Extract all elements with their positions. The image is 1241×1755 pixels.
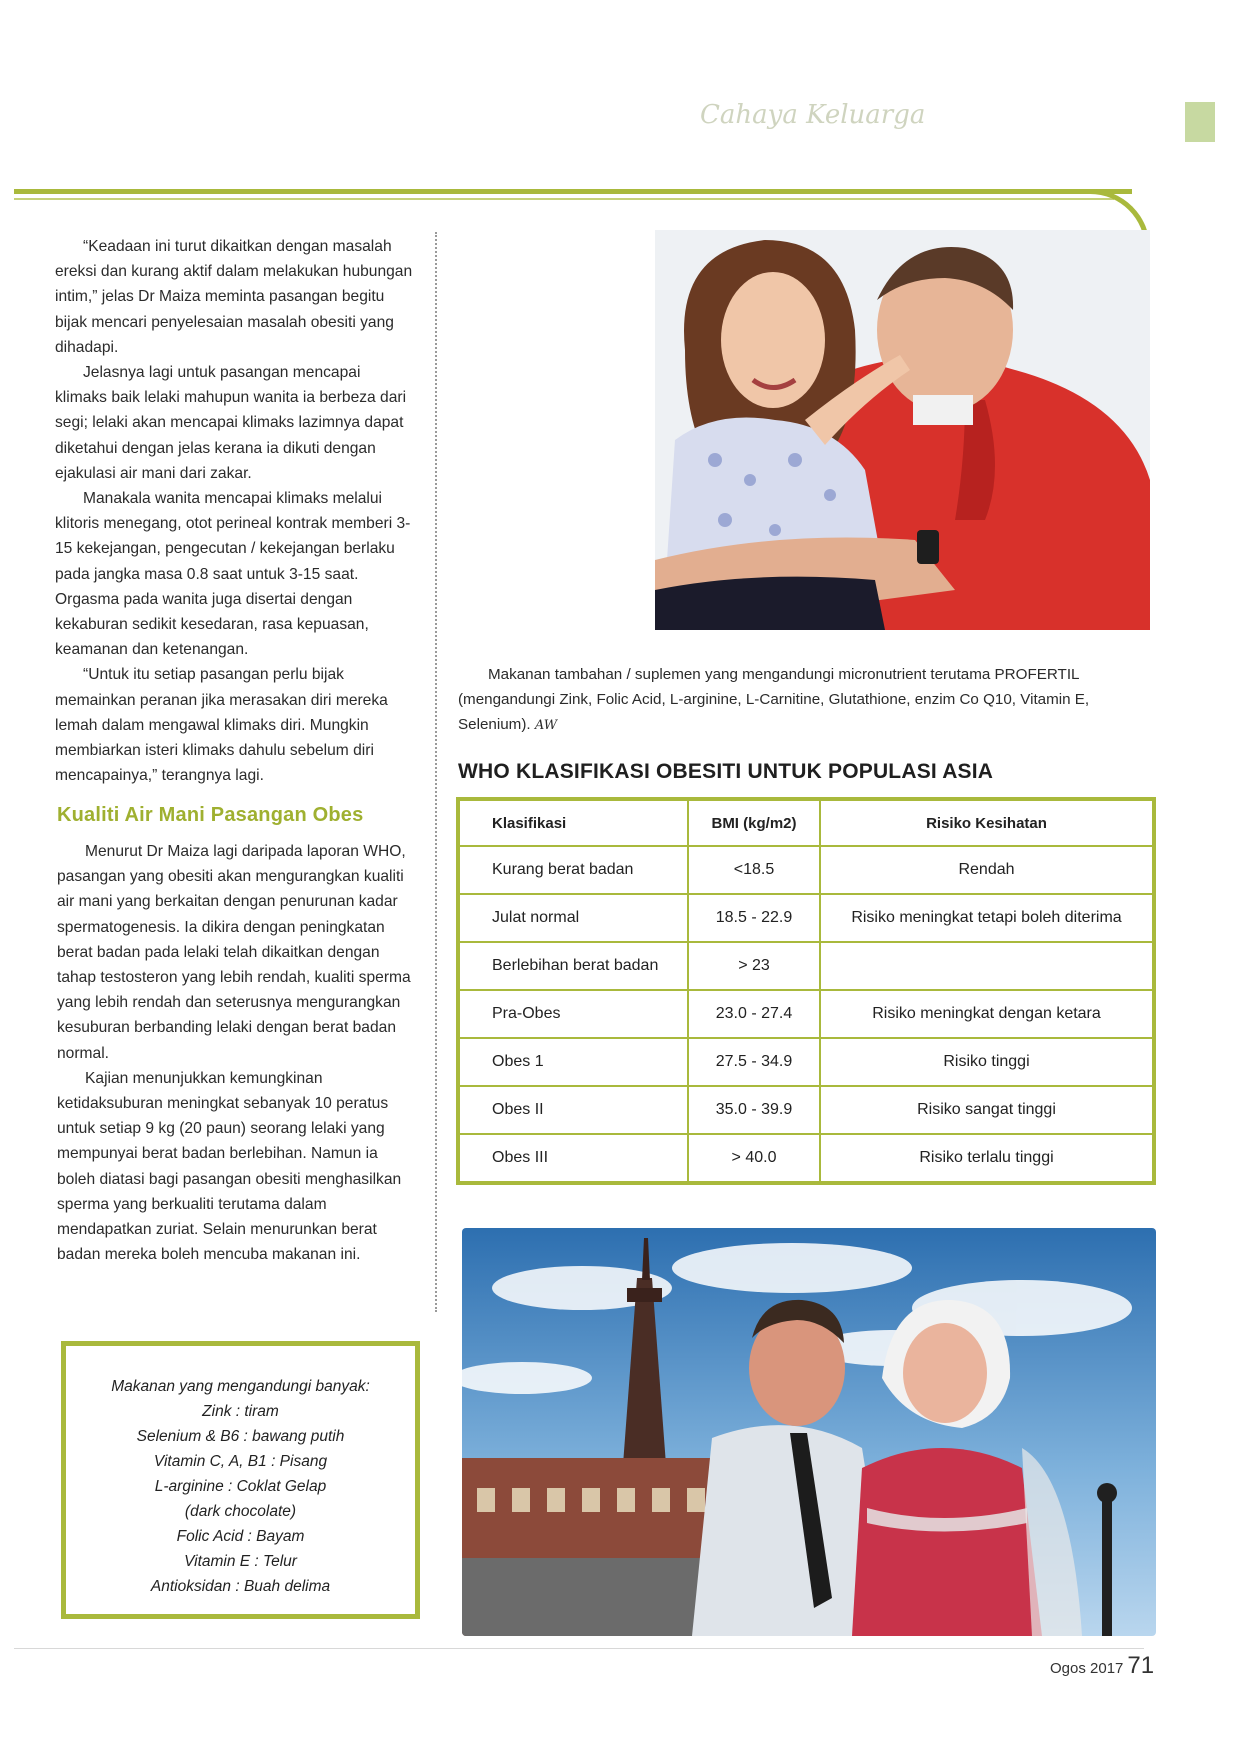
photo-caption [458,662,1138,738]
food-box-line: Folic Acid : Bayam [176,1528,305,1545]
blackpool-couple-photo [462,1228,1156,1636]
food-box-line: Vitamin C, A, B1 : Pisang [153,1453,328,1470]
food-box-line: Zink : tiram [202,1403,279,1420]
couple-photo [655,230,1150,630]
couple-photo-illustration [655,230,1150,630]
column-header: Klasifikasi [458,799,688,846]
table-cell: Berlebihan berat badan [458,942,688,990]
table-cell: Risiko terlalu tinggi [820,1134,1154,1183]
table-cell: Risiko tinggi [820,1038,1154,1086]
paragraph: “Keadaan ini turut dikaitkan dengan masalah ereksi dan kurang aktif dalam melakukan hubungan intim,” jelas Dr Maiza meminta pasangan begitu bijak mencari penyelesaian masalah obesiti yang dihadapi. [55,238,413,356]
paragraph: “Untuk itu setiap pasangan perlu bijak memainkan peranan jika merasakan diri mereka lemah dalam mengawal klimaks diri. Mungkin membiarkan isteri klimaks dahulu sebelum diri mencapainya,” terangnya lagi. [55,666,388,785]
table-cell: 18.5 - 22.9 [688,894,820,942]
paragraph: Menurut Dr Maiza lagi daripada laporan WHO, pasangan yang obesiti akan mengurangkan kualiti air mani yang berkaitan dengan penurunan kadar spermatogenesis. Ia dikira dengan peningkatan berat badan pada lelaki telah dikaitkan dengan tahap testosteron yang lebih rendah, kualiti sperma yang lebih rendah dan seterusnya mengurangkan kesuburan berbanding lelaki dengan berat badan normal. [57,843,411,1062]
page-number: 71 [1127,1652,1155,1679]
table-cell: Obes II [458,1086,688,1134]
table-cell: Julat normal [458,894,688,942]
table-cell: <18.5 [688,846,820,894]
section-header: Cahaya Keluarga [700,100,926,130]
column-header: Risiko Kesihatan [820,799,1154,846]
food-box-line: (dark chocolate) [184,1503,297,1520]
table-row [458,1038,1154,1086]
table-cell: Pra-Obes [458,990,688,1038]
frame-top-rule [14,189,1132,194]
table-cell: Obes III [458,1134,688,1183]
column-header: BMI (kg/m2) [688,799,820,846]
food-box-line: L-arginine : Coklat Gelap [154,1478,327,1495]
who-obesity-table [456,797,1156,1185]
table-title: WHO KLASIFIKASI OBESITI UNTUK POPULASI ASIA [458,760,994,783]
table-cell: Rendah [820,846,1154,894]
food-box-line: Antioksidan : Buah delima [150,1578,331,1595]
header-tab-marker [1185,102,1215,142]
page-bottom-rule [14,1648,1144,1649]
table-row [458,846,1154,894]
table-header-row [458,799,1154,846]
article-column-left-continued [57,839,417,1267]
table-row [458,990,1154,1038]
table-cell: > 40.0 [688,1134,820,1183]
caption-text: Makanan tambahan / suplemen yang mengandungi micronutrient terutama PROFERTIL (mengandungi Zink, Folic Acid, L-arginine, L-Carnitine, Glutathione, enzim Co Q10, Vitamin E, Selenium). [458,666,1090,733]
table-cell: 35.0 - 39.9 [688,1086,820,1134]
paragraph: Jelasnya lagi untuk pasangan mencapai klimaks baik lelaki mahupun wanita ia berbeza dari segi; lelaki akan mencapai klimaks lazimnya dapat diketahui dengan jelas kerana ia dikuti dengan ejakulasi air mani dari zakar. [55,364,407,482]
food-box-line: Vitamin E : Telur [184,1553,297,1570]
table-row [458,1086,1154,1134]
table-cell: Risiko meningkat tetapi boleh diterima [820,894,1154,942]
column-divider [435,232,437,1312]
table-cell: Risiko meningkat dengan ketara [820,990,1154,1038]
table-cell: Risiko sangat tinggi [820,1086,1154,1134]
table-cell: 23.0 - 27.4 [688,990,820,1038]
table-row [458,942,1154,990]
table-row [458,894,1154,942]
table-cell: Obes 1 [458,1038,688,1086]
food-box-line: Makanan yang mengandungi banyak: [111,1378,370,1395]
frame-top-rule-thin [14,198,1114,200]
food-box-line: Selenium & B6 : bawang putih [136,1428,345,1445]
blackpool-photo-illustration [462,1228,1156,1636]
author-signature: AW [534,718,558,733]
table-cell [820,942,1154,990]
issue-label: Ogos 2017 [1050,1660,1124,1677]
article-column-left [55,234,415,788]
paragraph: Manakala wanita mencapai klimaks melalui klitoris menegang, otot perineal kontrak memberi 3-15 kekejangan, pengecutan / kekejangan berlaku pada jangka masa 0.8 saat untuk 3-15 saat. Orgasma pada wanita juga disertai dengan kekaburan sedikit kesedaran, rasa kepuasan, keamanan dan ketenangan. [55,490,411,659]
table-row [458,1134,1154,1183]
table-cell: 27.5 - 34.9 [688,1038,820,1086]
food-sidebar-box [61,1341,420,1619]
subheading: Kualiti Air Mani Pasangan Obes [57,804,364,826]
table-cell: > 23 [688,942,820,990]
page-footer [1050,1652,1154,1680]
table-cell: Kurang berat badan [458,846,688,894]
paragraph: Kajian menunjukkan kemungkinan ketidaksuburan meningkat sebanyak 10 peratus untuk setiap 9 kg (20 paun) seorang lelaki yang mempunyai berat badan berlebihan. Namun ia boleh diatasi bagi pasangan obesiti menghasilkan sperma yang berkualiti terutama dalam mendapatkan zuriat. Selain menurunkan berat badan mereka boleh mencuba makanan ini. [57,1069,402,1264]
